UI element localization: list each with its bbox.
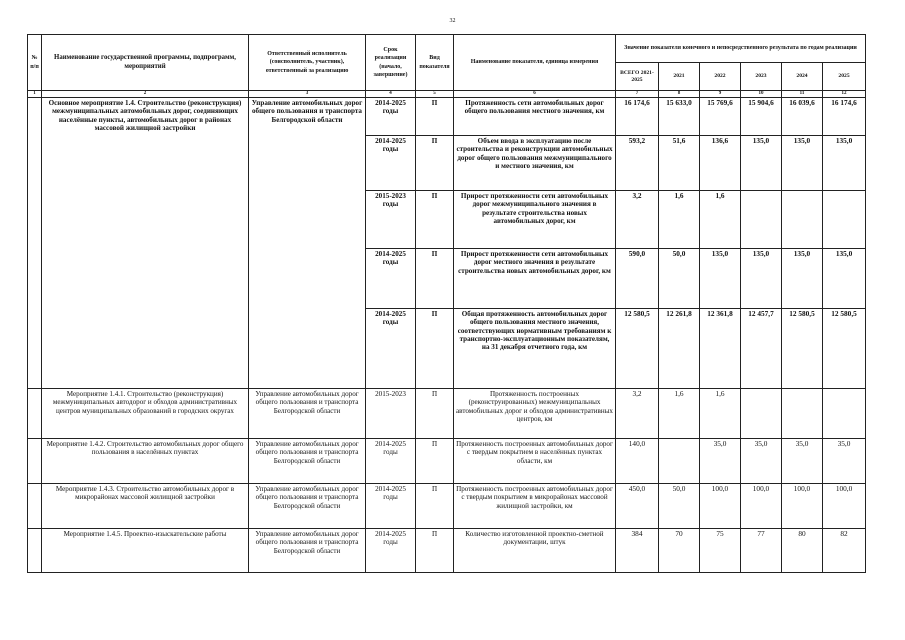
value-2023 <box>741 389 782 439</box>
header-type: Вид показателя <box>416 35 454 91</box>
period-cell: 2014-2025 годы <box>366 98 416 136</box>
value-total: 12 580,5 <box>616 309 659 389</box>
value-total: 593,2 <box>616 136 659 191</box>
header-year: 2025 <box>823 63 866 91</box>
value-2022: 35,0 <box>700 439 741 484</box>
header-num: № п/п <box>28 35 42 91</box>
value-2025: 16 174,6 <box>823 98 866 136</box>
value-2021: 51,6 <box>659 136 700 191</box>
period-cell: 2015-2023 <box>366 389 416 439</box>
table-row <box>28 529 866 573</box>
activity-executor: Управление автомобильных дорог общего пользования и транспорта Белгородской области <box>249 389 366 439</box>
value-2022: 136,6 <box>700 136 741 191</box>
main-activity-name: Основное мероприятие 1.4. Строительство (реконструкция) межмуниципальных автомобильных дорог, соединяющих населённые пункты, автомобильных дорог в районах массовой жилищной застройки <box>42 98 249 389</box>
header-year: 2022 <box>700 63 741 91</box>
indicator-name: Объем ввода в эксплуатацию после строительства и реконструкции автомобильных дорог общего пользования межмуниципального и местного значения, км <box>454 136 616 191</box>
value-2021 <box>659 439 700 484</box>
value-2022: 75 <box>700 529 741 573</box>
activity-name: Мероприятие 1.4.1. Строительство (реконструкция) межмуниципальных автодорог и обходов административных центров муниципальных образований в городских округах <box>42 389 249 439</box>
header-year: 2021 <box>659 63 700 91</box>
value-total: 450,0 <box>616 484 659 529</box>
value-total: 140,0 <box>616 439 659 484</box>
value-2021: 15 633,0 <box>659 98 700 136</box>
type-cell: П <box>416 136 454 191</box>
value-2025: 12 580,5 <box>823 309 866 389</box>
indicator-name: Протяженность построенных автомобильных дорог с твердым покрытием в микрорайонах массовой жилищной застройки, км <box>454 484 616 529</box>
value-2022: 1,6 <box>700 389 741 439</box>
period-cell: 2014-2025 годы <box>366 309 416 389</box>
column-number: 12 <box>823 91 866 98</box>
value-2021: 50,0 <box>659 484 700 529</box>
value-2023: 12 457,7 <box>741 309 782 389</box>
column-number: 3 <box>249 91 366 98</box>
value-total: 590,0 <box>616 249 659 309</box>
indicator-name: Протяженность построенных (реконструированных) межмуниципальных автомобильных дорог и обходов административных центров, км <box>454 389 616 439</box>
header-total: ВСЕГО 2021-2025 <box>616 63 659 91</box>
activity-name: Мероприятие 1.4.2. Строительство автомобильных дорог общего пользования в населённых пунктах <box>42 439 249 484</box>
activity-executor: Управление автомобильных дорог общего пользования и транспорта Белгородской области <box>249 484 366 529</box>
value-2025 <box>823 389 866 439</box>
column-number: 8 <box>659 91 700 98</box>
value-2024 <box>782 191 823 249</box>
type-cell: П <box>416 529 454 573</box>
column-number: 10 <box>741 91 782 98</box>
row-number-cell <box>28 439 42 484</box>
value-2021: 12 261,8 <box>659 309 700 389</box>
table-row <box>28 484 866 529</box>
column-number: 7 <box>616 91 659 98</box>
value-2025 <box>823 191 866 249</box>
value-2022: 100,0 <box>700 484 741 529</box>
value-2024 <box>782 389 823 439</box>
activity-name: Мероприятие 1.4.5. Проектно-изыскательские работы <box>42 529 249 573</box>
value-2022: 1,6 <box>700 191 741 249</box>
value-2023: 15 904,6 <box>741 98 782 136</box>
type-cell: П <box>416 98 454 136</box>
period-cell: 2015-2023 годы <box>366 191 416 249</box>
value-2024: 135,0 <box>782 249 823 309</box>
value-2023 <box>741 191 782 249</box>
column-number: 5 <box>416 91 454 98</box>
value-2024: 12 580,5 <box>782 309 823 389</box>
activity-executor: Управление автомобильных дорог общего пользования и транспорта Белгородской области <box>249 529 366 573</box>
value-total: 384 <box>616 529 659 573</box>
activity-name: Мероприятие 1.4.3. Строительство автомобильных дорог в микрорайонах массовой жилищной застройки <box>42 484 249 529</box>
value-total: 3,2 <box>616 191 659 249</box>
value-2021: 1,6 <box>659 389 700 439</box>
value-2024: 80 <box>782 529 823 573</box>
table-row <box>28 439 866 484</box>
indicator-name: Протяженность построенных автомобильных дорог с твердым покрытием в населённых пунктах области, км <box>454 439 616 484</box>
value-2023: 77 <box>741 529 782 573</box>
indicator-name: Прирост протяженности сети автомобильных дорог межмуниципального значения в результате строительства новых автомобильных дорог, км <box>454 191 616 249</box>
value-2021: 70 <box>659 529 700 573</box>
column-number: 1 <box>28 91 42 98</box>
header-executor: Ответственный исполнитель (соисполнитель, участник), ответственный за реализацию <box>249 35 366 91</box>
type-cell: П <box>416 439 454 484</box>
period-cell: 2014-2025 годы <box>366 529 416 573</box>
value-total: 3,2 <box>616 389 659 439</box>
activity-executor: Управление автомобильных дорог общего пользования и транспорта Белгородской области <box>249 439 366 484</box>
indicator-name: Протяженность сети автомобильных дорог общего пользования местного значения, км <box>454 98 616 136</box>
main-activity-executor: Управление автомобильных дорог общего пользования и транспорта Белгородской области <box>249 98 366 389</box>
type-cell: П <box>416 389 454 439</box>
row-number-cell <box>28 98 42 389</box>
value-2022: 12 361,8 <box>700 309 741 389</box>
row-number-cell <box>28 389 42 439</box>
header-year: 2023 <box>741 63 782 91</box>
value-2023: 135,0 <box>741 249 782 309</box>
period-cell: 2014-2025 годы <box>366 249 416 309</box>
value-2021: 50,0 <box>659 249 700 309</box>
value-2025: 135,0 <box>823 136 866 191</box>
indicators-table <box>27 34 866 573</box>
indicator-name: Прирост протяженности сети автомобильных дорог местного значения в результате строительства новых автомобильных дорог, км <box>454 249 616 309</box>
column-number: 6 <box>454 91 616 98</box>
indicator-name: Количество изготовленной проектно-сметной документации, штук <box>454 529 616 573</box>
column-number: 2 <box>42 91 249 98</box>
column-number: 4 <box>366 91 416 98</box>
page-number: 32 <box>449 18 456 24</box>
value-2024: 135,0 <box>782 136 823 191</box>
header-period: Срок реализации (начало, завершение) <box>366 35 416 91</box>
value-2021: 1,6 <box>659 191 700 249</box>
type-cell: П <box>416 191 454 249</box>
value-2024: 100,0 <box>782 484 823 529</box>
indicator-name: Общая протяженность автомобильных дорог общего пользования местного значения, соответствующих нормативным требованиям к транспортно-эксплуатационным показателям, на 31 декабря отчетного года, км <box>454 309 616 389</box>
value-2024: 16 039,6 <box>782 98 823 136</box>
value-2025: 100,0 <box>823 484 866 529</box>
value-2022: 135,0 <box>700 249 741 309</box>
value-total: 16 174,6 <box>616 98 659 136</box>
column-number: 11 <box>782 91 823 98</box>
header-name: Наименование государственной программы, подпрограмм, мероприятий <box>42 35 249 91</box>
value-2023: 35,0 <box>741 439 782 484</box>
column-number: 9 <box>700 91 741 98</box>
header-values: Значение показателя конечного и непосредственного результата по годам реализации <box>616 35 866 63</box>
type-cell: П <box>416 249 454 309</box>
value-2023: 100,0 <box>741 484 782 529</box>
header-indicator: Наименование показателя, единица измерения <box>454 35 616 91</box>
table-row <box>28 389 866 439</box>
value-2025: 135,0 <box>823 249 866 309</box>
header-year: 2024 <box>782 63 823 91</box>
type-cell: П <box>416 309 454 389</box>
type-cell: П <box>416 484 454 529</box>
value-2025: 35,0 <box>823 439 866 484</box>
row-number-cell <box>28 529 42 573</box>
value-2023: 135,0 <box>741 136 782 191</box>
table-row <box>28 98 866 136</box>
period-cell: 2014-2025 годы <box>366 484 416 529</box>
value-2024: 35,0 <box>782 439 823 484</box>
period-cell: 2014-2025 годы <box>366 136 416 191</box>
row-number-cell <box>28 484 42 529</box>
value-2025: 82 <box>823 529 866 573</box>
period-cell: 2014-2025 годы <box>366 439 416 484</box>
value-2022: 15 769,6 <box>700 98 741 136</box>
